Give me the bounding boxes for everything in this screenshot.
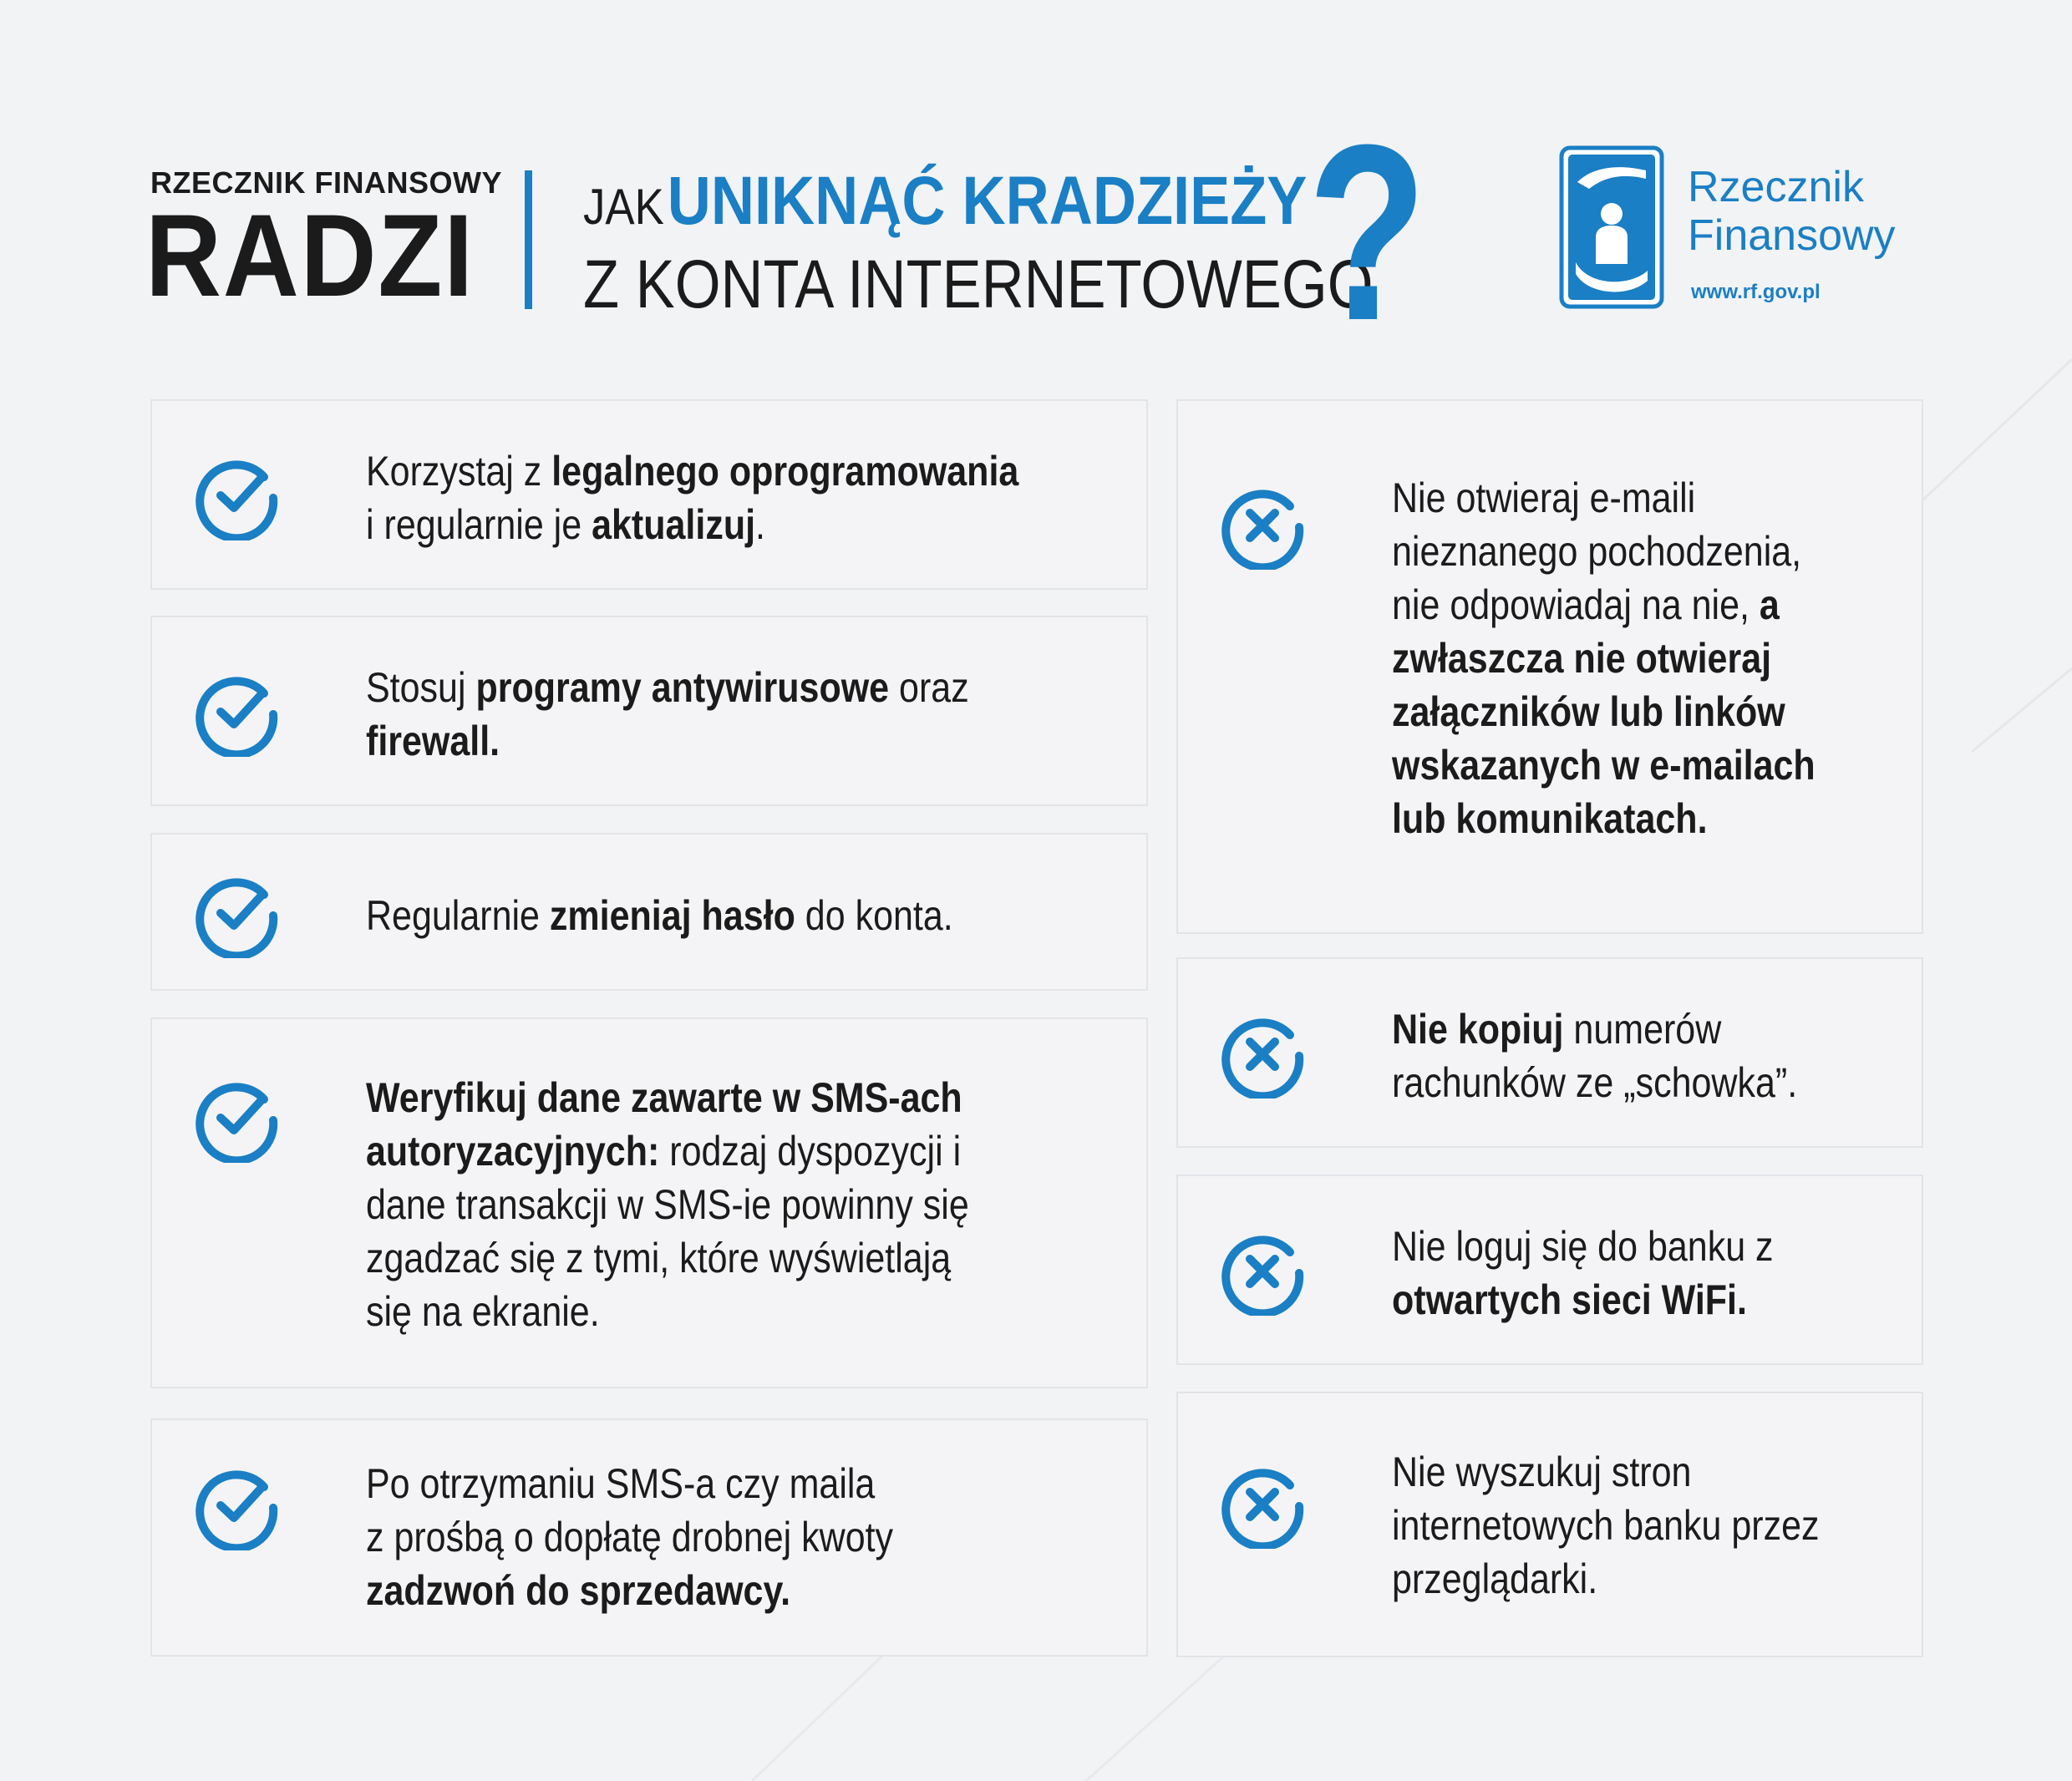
text-line <box>1392 1445 1820 1499</box>
text-line <box>1392 471 1816 525</box>
text-run-bold: wskazanych w e-mailach <box>1392 742 1816 789</box>
do-card-text <box>366 1457 979 1617</box>
card-text-inner <box>366 1071 969 1338</box>
x-circle-icon <box>1218 481 1307 570</box>
check-circle-icon <box>192 452 281 540</box>
text-run: do konta. <box>795 892 953 939</box>
title-jak: JAK <box>583 179 664 235</box>
card-text-inner <box>1392 471 1816 845</box>
hands-protecting-person-icon <box>1559 145 1664 309</box>
text-line <box>1392 525 1816 578</box>
dont-card <box>1176 1392 1923 1657</box>
text-run-bold: Weryfikuj dane zawarte w SMS-ach <box>366 1074 962 1121</box>
text-run-bold: aktualizuj <box>592 501 756 548</box>
text-line <box>366 498 1018 551</box>
do-card-text <box>366 444 1125 551</box>
text-line <box>366 1071 969 1124</box>
card-text-inner <box>1392 1445 1820 1606</box>
dont-card <box>1176 957 1923 1148</box>
do-card <box>150 616 1148 806</box>
text-line <box>366 714 969 768</box>
dont-card <box>1176 399 1923 934</box>
text-line <box>1392 1499 1820 1552</box>
dont-card <box>1176 1175 1923 1365</box>
dont-card-text <box>1392 1220 1836 1327</box>
text-run: zgadzać się z tymi, które wyświetlają <box>366 1235 952 1281</box>
card-text-inner <box>1392 1002 1797 1109</box>
text-line <box>1392 1273 1774 1327</box>
text-run-bold: zwłaszcza nie otwieraj <box>1392 635 1772 682</box>
logo-text-line2: Finansowy <box>1688 211 1896 260</box>
logo-url: www.rf.gov.pl <box>1691 281 1821 303</box>
text-line <box>1392 632 1816 685</box>
text-run-bold: załączników lub linków <box>1392 688 1785 735</box>
do-card <box>150 833 1148 991</box>
check-circle-icon <box>192 1462 281 1550</box>
text-line <box>366 1285 969 1338</box>
text-line <box>366 889 953 942</box>
text-line <box>1392 685 1816 738</box>
do-card <box>150 399 1148 590</box>
text-run: Korzystaj z <box>366 448 552 495</box>
text-run: . <box>755 501 765 548</box>
text-line <box>366 1510 893 1564</box>
card-text-inner <box>1392 1220 1774 1327</box>
dont-card-text <box>1392 1445 1889 1606</box>
text-line <box>366 1178 969 1231</box>
text-line <box>1392 1552 1820 1606</box>
text-run: Stosuj <box>366 664 476 711</box>
text-line <box>1392 738 1816 792</box>
text-line <box>1392 792 1816 845</box>
text-run: dane transakcji w SMS-ie powinny się <box>366 1181 969 1228</box>
text-line <box>366 1457 893 1510</box>
x-circle-icon <box>1218 1460 1307 1549</box>
question-mark: ? <box>1308 92 1427 373</box>
text-line <box>366 444 1018 498</box>
text-run: internetowych banku przez <box>1392 1502 1820 1549</box>
text-run: Nie loguj się do banku z <box>1392 1223 1774 1270</box>
text-run: rodzaj dyspozycji i <box>659 1128 962 1175</box>
do-card <box>150 1017 1148 1388</box>
text-line <box>1392 1056 1797 1109</box>
check-circle-icon <box>192 668 281 757</box>
text-line <box>366 1231 969 1285</box>
do-card-text <box>366 889 1049 942</box>
text-line <box>366 1564 893 1617</box>
text-line <box>1392 578 1816 632</box>
radzi-heading: RADZI <box>145 190 475 321</box>
text-run-bold: autoryzacyjnych: <box>366 1128 660 1175</box>
text-run: Po otrzymaniu SMS-a czy maila <box>366 1460 876 1507</box>
do-card-text <box>366 661 1067 768</box>
text-line <box>1392 1220 1774 1273</box>
logo-text-line1: Rzecznik <box>1688 163 1864 211</box>
do-card-text <box>366 1071 1067 1338</box>
text-line <box>1392 1002 1797 1056</box>
x-circle-icon <box>1218 1010 1307 1099</box>
text-run-bold: a <box>1759 581 1780 628</box>
text-run-bold: lub komunikatach. <box>1392 795 1708 842</box>
do-card <box>150 1418 1148 1657</box>
header-divider <box>525 170 532 309</box>
page-title-line1 <box>583 163 1308 239</box>
card-text-inner <box>366 1457 893 1617</box>
x-circle-icon <box>1218 1227 1307 1316</box>
text-run-bold: Nie kopiuj <box>1392 1006 1564 1053</box>
text-run: nieznanego pochodzenia, <box>1392 528 1802 575</box>
text-run: i regularnie je <box>366 501 592 548</box>
card-text-inner <box>366 889 953 942</box>
text-run: nie odpowiadaj na nie, <box>1392 581 1760 628</box>
text-run-bold: programy antywirusowe <box>475 664 890 711</box>
text-run: numerów <box>1563 1006 1722 1053</box>
text-line <box>366 1124 969 1178</box>
text-run-bold: firewall. <box>366 718 500 764</box>
text-run: przeglądarki. <box>1392 1555 1598 1602</box>
text-run: Nie otwieraj e-maili <box>1392 474 1696 521</box>
page-title-line2: Z KONTA INTERNETOWEGO <box>583 246 1374 322</box>
card-text-inner <box>366 444 1018 551</box>
text-run: Nie wyszukuj stron <box>1392 1449 1692 1495</box>
dont-card-text <box>1392 471 1884 845</box>
dont-card-text <box>1392 1002 1863 1109</box>
text-run: się na ekranie. <box>366 1288 600 1335</box>
text-run-bold: legalnego oprogramowania <box>551 448 1019 495</box>
check-circle-icon <box>192 1074 281 1163</box>
text-run: rachunków ze „schowka”. <box>1392 1059 1798 1106</box>
text-run: Regularnie <box>366 892 550 939</box>
title-highlight: UNIKNĄĆ KRADZIEŻY <box>667 163 1308 239</box>
card-text-inner <box>366 661 969 768</box>
text-line <box>366 661 969 714</box>
org-label: RZECZNIK FINANSOWY <box>150 165 502 200</box>
text-run-bold: zmieniaj hasło <box>549 892 795 939</box>
text-run: z prośbą o dopłatę drobnej kwoty <box>366 1514 894 1560</box>
text-run-bold: zadzwoń do sprzedawcy. <box>366 1567 791 1614</box>
text-run-bold: otwartych sieci WiFi. <box>1392 1276 1747 1323</box>
text-run: oraz <box>889 664 969 711</box>
check-circle-icon <box>192 870 281 958</box>
